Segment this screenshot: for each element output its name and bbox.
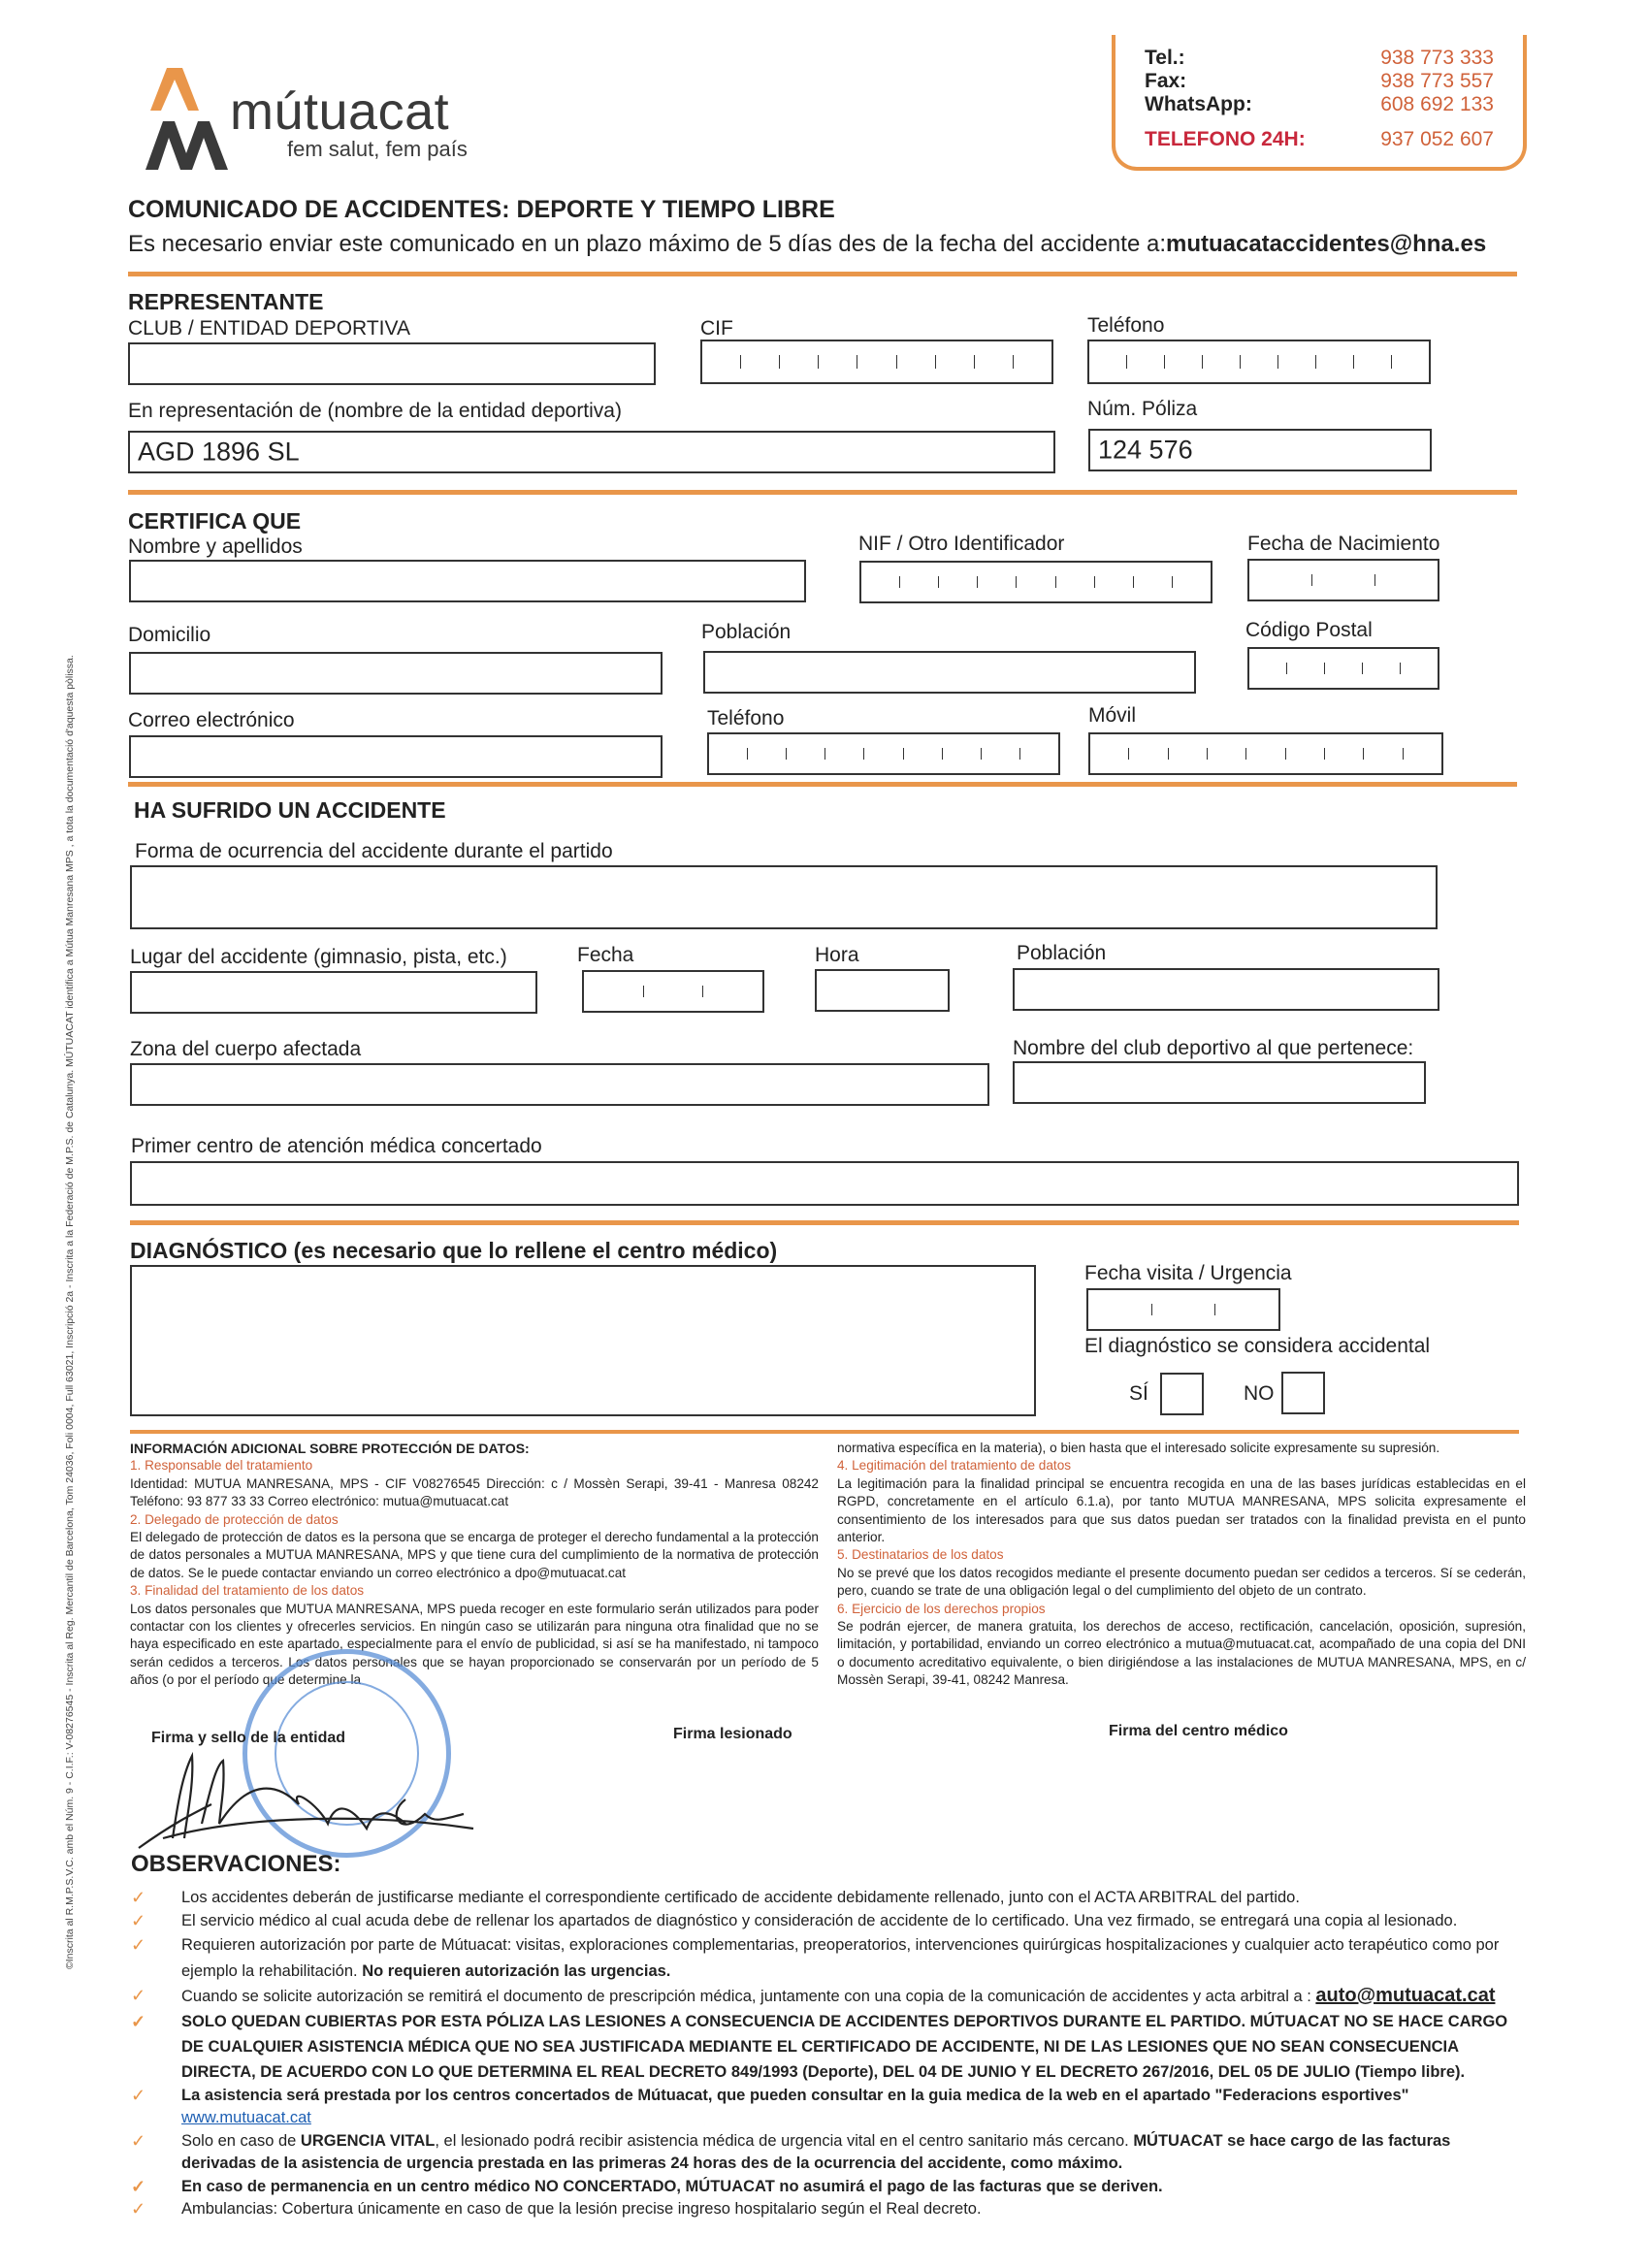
list-item: [131, 2009, 1528, 2085]
cp-label: Código Postal: [1245, 619, 1373, 641]
dp-s5-body: No se prevé que los datos recogidos mediante el presente documento puedan ser cedidos a terceros. Sí se cederán, pero, cuando se trate de una obligación legal o del cumplimiento del objeto de un contrato.: [837, 1565, 1526, 1599]
divider: [128, 490, 1517, 495]
obs-text: El servicio médico al cual acuda debe de rellenar los apartados de diagnóstico y consideración de accidente de lo certificado. Una vez firmado, se entregará una copia al lesionado.: [181, 1911, 1458, 1929]
obs-text: Solo en caso de: [181, 2131, 301, 2150]
no-checkbox[interactable]: [1281, 1372, 1325, 1414]
dp-s3-cont: normativa específica en la materia), o bien hasta que el interesado solicite expresamente su supresión.: [837, 1441, 1440, 1455]
divider: [128, 272, 1517, 276]
check-icon: ✓: [131, 1986, 146, 2005]
zona-field[interactable]: [130, 1063, 989, 1106]
codigo-postal-field[interactable]: [1247, 647, 1439, 690]
tel-label: Tel.:: [1145, 47, 1185, 69]
section-diagnostico-title: [130, 1238, 777, 1264]
section-accidente-title: HA SUFRIDO UN ACCIDENTE: [134, 797, 446, 823]
list-item: [131, 1910, 1528, 1933]
dp-s5-title: 5. Destinatarios de los datos: [837, 1547, 1004, 1563]
obs-text: Los accidentes deberán de justificarse mediante el correspondiente certificado de accidente debidamente rellenado, junto con el ACTA ARBITRAL del partido.: [181, 1889, 1300, 1906]
check-icon: ✓: [131, 2011, 146, 2031]
acc-poblacion-field[interactable]: [1013, 968, 1439, 1011]
check-icon: ✓: [131, 2199, 146, 2219]
club-pertenece-label: Nombre del club deportivo al que pertenece:: [1013, 1037, 1414, 1059]
contact-box: [1112, 35, 1527, 171]
phone24h-label: TELEFONO 24H:: [1145, 128, 1306, 150]
cif-label: CIF: [700, 317, 733, 340]
cert-telefono-field[interactable]: [707, 732, 1060, 775]
section-representante-title: REPRESENTANTE: [128, 289, 324, 314]
check-icon: ✓: [131, 2130, 146, 2151]
diagnostico-title-rest: (es necesario que lo rellene el centro médico): [287, 1238, 778, 1263]
list-item: [131, 1887, 1528, 1910]
representacion-field[interactable]: [128, 431, 1055, 473]
brand-tagline: fem salut, fem país: [287, 137, 468, 161]
obs-text-bold: No requieren autorización las urgencias.: [362, 1962, 671, 1980]
page-title: COMUNICADO DE ACCIDENTES: DEPORTE Y TIEMPO LIBRE: [128, 196, 835, 223]
page-subtitle: [128, 231, 1486, 258]
si-label: SÍ: [1129, 1382, 1148, 1405]
check-icon: ✓: [131, 1935, 146, 1955]
observaciones-list: [131, 1887, 1528, 2221]
mutuacat-logo-icon: [146, 68, 228, 170]
representacion-value: AGD 1896 SL: [138, 437, 300, 467]
rep-telefono-label: Teléfono: [1087, 314, 1165, 337]
list-item: [131, 2176, 1528, 2199]
mutuacat-web-link[interactable]: www.mutuacat.cat: [181, 2109, 311, 2126]
obs-text: , el lesionado podrá recibir asistencia médica de urgencia vital en el centro sanitario más cercano.: [435, 2131, 1134, 2150]
cert-telefono-label: Teléfono: [707, 707, 785, 729]
si-checkbox[interactable]: [1160, 1373, 1204, 1415]
poblacion-label: Población: [701, 621, 792, 643]
obs-text-bold: SOLO QUEDAN CUBIERTAS POR ESTA PÓLIZA LAS LESIONES A CONSECUENCIA DE ACCIDENTES DEPORTIVOS DURANTE EL PARTIDO. MÚTUACAT NO SE HACE CARGO DE CUALQUIER ASISTENCIA MÉDICA QUE NO SEA JUSTIFICADA MEDIANTE EL CERTIFICADO DE ACCIDENTE, NI DE LAS LESIONES QUE NO SEAN CONSECUENCIA DIRECTA, DE ACUERDO CON LO QUE DETERMINA EL REAL DECRETO 849/1993 (Deporte), DEL 04 DE JUNIO Y EL DECRETO 267/2016, DEL 05 DE JULIO (Tiempo libre).: [181, 2012, 1508, 2081]
list-item: [131, 1932, 1528, 1985]
dp-s4-title: 4. Legitimación del tratamiento de datos: [837, 1458, 1072, 1474]
firma-entidad-label: Firma y sello de la entidad: [151, 1730, 346, 1746]
dp-s4-body: La legitimación para la finalidad principal se encuentra recogida en una de las bases jurídicas establecidas en el RGPD, concretamente en el artículo 6.1.a), por tanto MUTUA MANRESANA, MPS solicita expresamente el consentimiento de los interesados para que sus datos puedan ser tratados con la finalidad prevista en el punto anterior.: [837, 1475, 1526, 1545]
legal-side-text: ©Inscrita al R.M.P.S.V.C. amb el Núm. 9 - C.I.F.: V-08276545 - Inscrita al Reg. Mercantil de Barcelona, Tom 24036, Foli 0004, Full 63021, Inscripció 2a - Inscrita a la Federació de M.P.S. de Catalunya. MÚTUACAT identifica a Mútua Manresana MPS , a tota la documentació d'aquesta pòlissa.: [64, 655, 76, 1969]
diagnostico-field[interactable]: [130, 1265, 1036, 1416]
list-item: [131, 2085, 1528, 2130]
nombre-field[interactable]: [129, 560, 806, 602]
divider: [130, 1430, 1519, 1434]
brand-name: mútuacat: [230, 82, 450, 141]
poliza-label: Núm. Póliza: [1087, 398, 1198, 420]
nif-field[interactable]: [859, 561, 1212, 603]
list-item: [131, 1985, 1528, 2009]
nif-label: NIF / Otro Identificador: [858, 533, 1065, 555]
forma-field[interactable]: [130, 865, 1438, 929]
fax-value: 938 773 557: [1380, 70, 1494, 92]
acc-poblacion-label: Población: [1017, 942, 1107, 964]
fecha-visita-label: Fecha visita / Urgencia: [1084, 1262, 1292, 1284]
divider: [128, 782, 1517, 787]
domicilio-label: Domicilio: [128, 624, 211, 646]
poliza-field[interactable]: [1088, 429, 1432, 471]
club-label: CLUB / ENTIDAD DEPORTIVA: [128, 317, 410, 340]
no-label: NO: [1244, 1382, 1275, 1405]
diagnostico-title-bold: DIAGNÓSTICO: [130, 1238, 288, 1263]
fecha-visita-field[interactable]: [1086, 1288, 1280, 1331]
whatsapp-value: 608 692 133: [1380, 93, 1494, 115]
check-icon: ✓: [131, 1910, 146, 1930]
section-certifica-title: CERTIFICA QUE: [128, 508, 302, 534]
centro-field[interactable]: [130, 1161, 1519, 1206]
subtitle-text: Es necesario enviar este comunicado en un plazo máximo de 5 días des de la fecha del accidente a:: [128, 231, 1166, 257]
lugar-field[interactable]: [130, 971, 537, 1014]
fecha-label: Fecha: [577, 944, 634, 966]
obs-text: Ambulancias: Cobertura únicamente en caso de que la lesión precise ingreso hospitalario según el Real decreto.: [181, 2200, 982, 2218]
obs-text: Cuando se solicite autorización se remitirá el documento de prescripción médica, juntamente con una copia de la comunicación de accidentes y acta arbitral a :: [181, 1988, 1316, 2005]
centro-label: Primer centro de atención médica concertado: [131, 1135, 542, 1157]
check-icon: ✓: [131, 2085, 146, 2105]
dp-s3-title: 3. Finalidad del tratamiento de los datos: [130, 1583, 365, 1599]
nacimiento-field[interactable]: [1247, 559, 1439, 601]
fax-label: Fax:: [1145, 70, 1187, 92]
accidental-label: El diagnóstico se considera accidental: [1084, 1335, 1431, 1357]
dp-s1-title: 1. Responsable del tratamiento: [130, 1458, 313, 1474]
poblacion-field[interactable]: [703, 651, 1196, 694]
club-field[interactable]: [128, 342, 656, 385]
obs-text-bold: URGENCIA VITAL: [300, 2131, 436, 2150]
hora-label: Hora: [815, 944, 859, 966]
firma-lesionado-label: Firma lesionado: [673, 1726, 792, 1742]
lugar-label: Lugar del accidente (gimnasio, pista, etc.): [130, 946, 507, 968]
accident-email: mutuacataccidentes@hna.es: [1165, 231, 1487, 257]
data-protection-right: [837, 1440, 1526, 1690]
tel-value: 938 773 333: [1380, 47, 1494, 69]
hora-field[interactable]: [815, 969, 950, 1012]
club-pertenece-field[interactable]: [1013, 1061, 1426, 1104]
nacimiento-label: Fecha de Nacimiento: [1247, 533, 1440, 555]
fecha-field[interactable]: [582, 970, 764, 1013]
forma-label: Forma de ocurrencia del accidente durante el partido: [135, 840, 613, 862]
correo-field[interactable]: [129, 735, 663, 778]
phone24h-value: 937 052 607: [1380, 128, 1494, 150]
dp-s2-title: 2. Delegado de protección de datos: [130, 1511, 339, 1527]
divider: [130, 1220, 1519, 1225]
movil-label: Móvil: [1088, 704, 1137, 727]
dp-title: INFORMACIÓN ADICIONAL SOBRE PROTECCIÓN DE DATOS:: [130, 1441, 530, 1456]
obs-text: Requieren autorización por parte de Mútuacat: visitas, exploraciones complementarias, preoperatorios, intervenciones quirúrgicas hospitalizaciones y cualquier acto terapéutico como por ejemplo la rehabilitación.: [181, 1936, 1500, 1980]
zona-label: Zona del cuerpo afectada: [130, 1038, 362, 1060]
dp-s6-body: Se podrán ejercer, de manera gratuita, los derechos de acceso, rectificación, cancelación, oposición, supresión, limitación, y portabilidad, enviando un correo electrónico a mutua@mutuacat.cat, acompañado de una copia del DNI o documento acreditativo equivalente, o bien dirigiéndose a las instalaciones de MUTUA MANRESANA, MPS, en c/ Mossèn Serapi, 39-41, 08242 Manresa.: [837, 1619, 1526, 1688]
dp-s1-body: Identidad: MUTUA MANRESANA, MPS - CIF V08276545 Dirección: c / Mossèn Serapi, 39-41 - Manresa 08242 Teléfono: 93 877 33 33 Correo electrónico: mutua@mutuacat.cat: [130, 1475, 819, 1509]
signature-icon: [134, 1746, 522, 1853]
dp-s6-title: 6. Ejercicio de los derechos propios: [837, 1601, 1046, 1616]
dp-s2-body: El delegado de protección de datos es la persona que se encarga de proteger el derecho fundamental a la protección de datos personales a MUTUA MANRESANA, MPS y que tiene cura del cumplimiento de la normativa de protección de datos. Se le puede contactar enviando un correo electrónico a dpo@mutuacat.cat: [130, 1530, 819, 1580]
nombre-label: Nombre y apellidos: [128, 535, 303, 558]
obs-text-bold: MÚTUACAT se hace cargo de las facturas derivadas de la asistencia de urgencia prestada en las primeras 24 horas des de la ocurrencia del accidente, como máximo.: [181, 2131, 1451, 2172]
firma-centro-label: Firma del centro médico: [1109, 1723, 1288, 1739]
representacion-label: En representación de (nombre de la entidad deportiva): [128, 400, 622, 422]
domicilio-field[interactable]: [129, 652, 663, 695]
obs-text-bold: En caso de permanencia en un centro médico NO CONCERTADO, MÚTUACAT no asumirá el pago de las facturas que se deriven.: [181, 2177, 1163, 2195]
rep-telefono-field[interactable]: [1087, 340, 1431, 384]
data-protection-left: [130, 1440, 819, 1690]
list-item: [131, 2130, 1528, 2176]
check-icon: ✓: [131, 2176, 146, 2196]
correo-label: Correo electrónico: [128, 709, 295, 731]
list-item: [131, 2198, 1528, 2221]
observaciones-title: OBSERVACIONES:: [131, 1851, 341, 1877]
poliza-value: 124 576: [1098, 435, 1193, 465]
obs-text-bold: La asistencia será prestada por los centros concertados de Mútuacat, que pueden consultar en la guia medica de la web en el apartado "Federacions esportives": [181, 2086, 1409, 2104]
movil-field[interactable]: [1088, 732, 1443, 775]
whatsapp-label: WhatsApp:: [1145, 93, 1252, 115]
check-icon: ✓: [131, 1888, 146, 1907]
dp-s3-body: Los datos personales que MUTUA MANRESANA, MPS pueda recoger en este formulario serán utilizados para poder contactar con los clientes y ofrecerles servicios. En ningún caso se utilizarán para ninguna otra finalidad que no se haya especificado en este apartado, especialmente para el envío de publicidad, si así se ha manifestado, ni tampoco serán cedidos a terceros. Los datos personales que se hayan proporcionado se conservarán por un período de 5 años (o por el período que determine la: [130, 1601, 819, 1688]
auto-email-link[interactable]: auto@mutuacat.cat: [1315, 1985, 1496, 2006]
cif-field[interactable]: [700, 340, 1053, 384]
